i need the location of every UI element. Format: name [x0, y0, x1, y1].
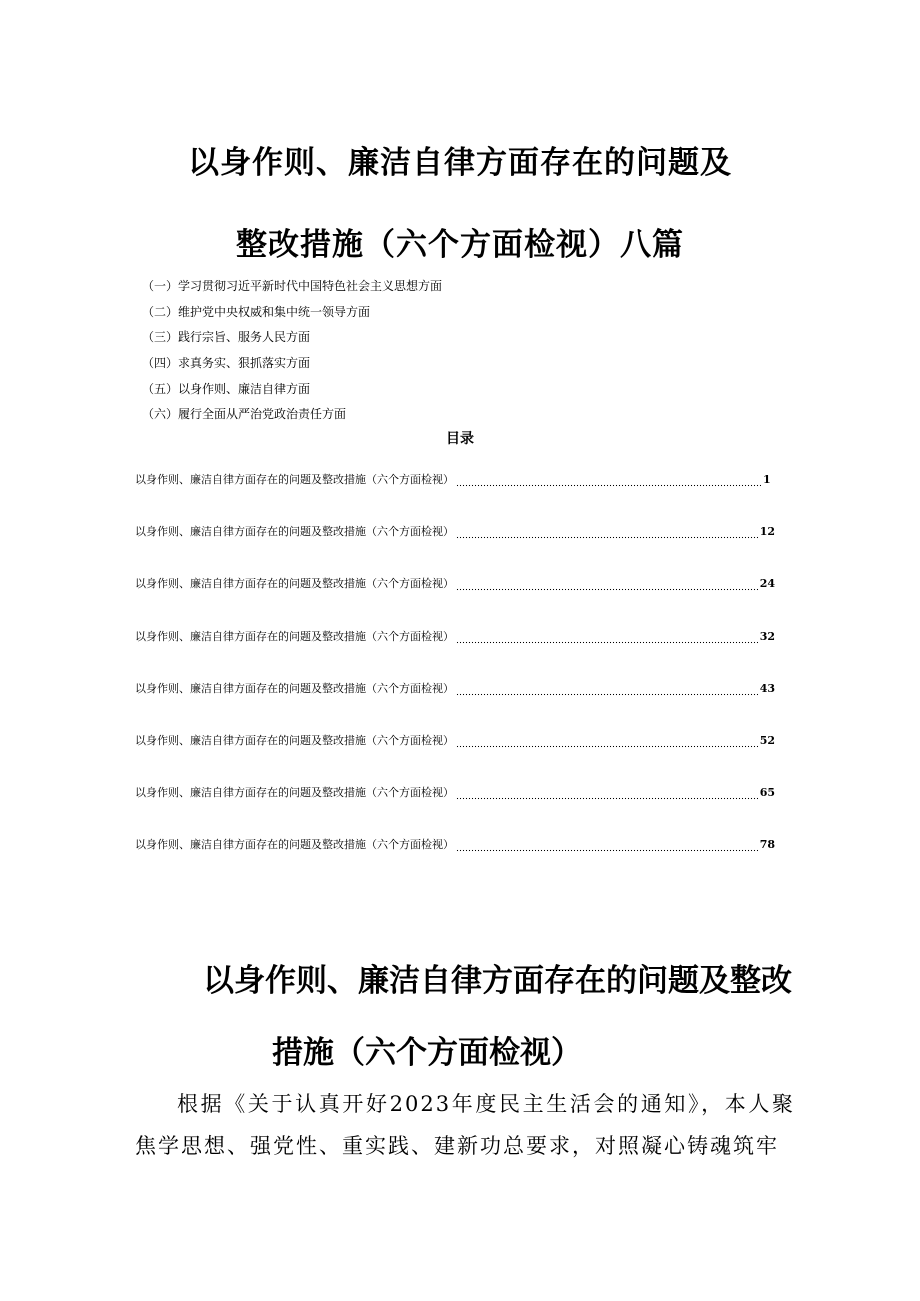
table-of-contents	[135, 465, 775, 883]
toc-dot-leader	[456, 674, 758, 704]
toc-heading: 目录	[446, 431, 474, 447]
aspect-item: （四）求真务实、狠抓落实方面	[142, 356, 311, 371]
toc-page-number: 24	[759, 577, 775, 591]
toc-entry-title: 以身作则、廉洁自律方面存在的问题及整改措施（六个方面检视）	[135, 838, 454, 852]
document-title-line-2: 整改措施（六个方面检视）八篇	[236, 227, 684, 263]
toc-dot-leader	[456, 830, 758, 860]
toc-entry[interactable]	[135, 726, 775, 778]
toc-entry[interactable]	[135, 778, 775, 830]
toc-dot-leader	[456, 778, 758, 808]
toc-dot-leader	[456, 465, 761, 495]
toc-entry-title: 以身作则、廉洁自律方面存在的问题及整改措施（六个方面检视）	[135, 473, 454, 486]
toc-entry[interactable]	[135, 517, 775, 569]
toc-entry-title: 以身作则、廉洁自律方面存在的问题及整改措施（六个方面检视）	[135, 577, 454, 591]
document-title-line-1: 以身作则、廉洁自律方面存在的问题及	[188, 145, 732, 181]
toc-page-number: 43	[759, 681, 775, 695]
section-title-line-2: 措施（六个方面检视）	[272, 1035, 582, 1071]
aspect-item: （一）学习贯彻习近平新时代中国特色社会主义思想方面	[142, 279, 443, 293]
body-paragraph: 根据《关于认真开好2023年度民主生活会的通知》，本人聚焦学思想、强党性、重实践、建新功总要求，对照凝心铸魂筑牢	[135, 1092, 795, 1158]
toc-dot-leader	[456, 569, 758, 599]
toc-page-number: 52	[759, 733, 775, 747]
aspect-item: （三）践行宗旨、服务人民方面	[142, 330, 311, 345]
toc-entry-title: 以身作则、廉洁自律方面存在的问题及整改措施（六个方面检视）	[135, 629, 454, 643]
toc-dot-leader	[456, 517, 758, 547]
toc-entry[interactable]	[135, 569, 775, 621]
toc-dot-leader	[456, 622, 758, 652]
toc-entry-title: 以身作则、廉洁自律方面存在的问题及整改措施（六个方面检视）	[135, 681, 454, 695]
toc-page-number: 32	[759, 629, 775, 643]
toc-page-number: 1	[763, 473, 771, 486]
toc-entry-title: 以身作则、廉洁自律方面存在的问题及整改措施（六个方面检视）	[135, 786, 454, 800]
toc-entry[interactable]	[135, 674, 775, 726]
toc-page-number: 78	[759, 838, 775, 852]
toc-entry[interactable]	[135, 830, 775, 882]
aspect-item: （五）以身作则、廉洁自律方面	[142, 381, 311, 396]
aspect-item: （六）履行全面从严治党政治责任方面	[142, 407, 347, 422]
toc-entry-title: 以身作则、廉洁自律方面存在的问题及整改措施（六个方面检视）	[135, 733, 454, 747]
section-title-line-1: 以身作则、廉洁自律方面存在的问题及整改	[203, 963, 792, 999]
toc-entry[interactable]	[135, 465, 775, 517]
toc-entry[interactable]	[135, 622, 775, 674]
toc-page-number: 65	[759, 786, 775, 800]
toc-page-number: 12	[759, 525, 775, 539]
aspect-item: （二）维护党中央权威和集中统一领导方面	[142, 304, 371, 319]
toc-entry-title: 以身作则、廉洁自律方面存在的问题及整改措施（六个方面检视）	[135, 525, 454, 539]
toc-dot-leader	[456, 726, 758, 756]
aspect-list	[142, 274, 442, 428]
